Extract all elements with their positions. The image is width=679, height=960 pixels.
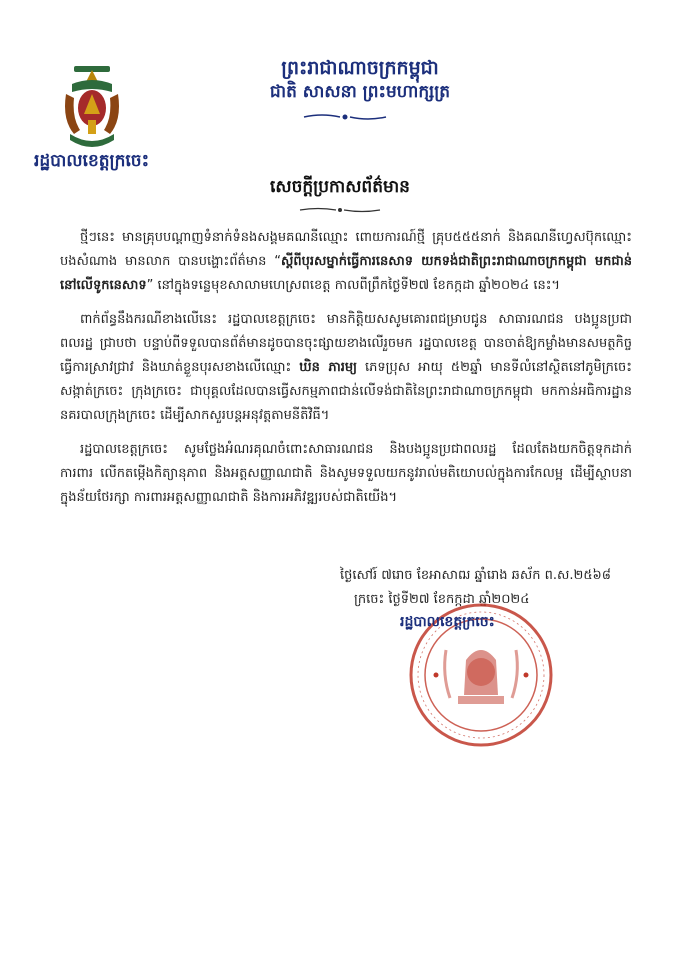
paragraph-1-quote: ស្តីពីបុរសម្នាក់ធ្វើការនេសាទ យកទង់ជាតិព្រះរាជាណាចក្រកម្ពុជា មកជាន់នៅលើទូកនេសាទ <box>60 254 633 293</box>
paragraph-2-start: ពាក់ព័ន្ធនឹងករណីខាងលើនេះ រដ្ឋបាលខេត្តក្រចេះ មានកិត្តិយសសូមគោរពជម្រាបជូន សាធារណជន បងប្អូនប្រជាពលរដ្ឋ ជ្រាបថា បន្ទាប់ពីទទួលបានព័ត៌មានដូចបានចុះផ្សាយខាងលើរួចមក រដ្ឋបាលខេត្ត បានចាត់ឱ្យកម្លាំងមានសមត្ថកិច្ចធ្វើការស្រាវជ្រាវ និងឃាត់ខ្លួនបុរសខាងលើឈ្មោះ <box>60 312 632 375</box>
motto-text: ជាតិ សាសនា ព្រះមហាក្សត្រ <box>269 82 451 102</box>
paragraph-2-name: ឃិន ភារម្យ <box>299 360 357 375</box>
title-divider-icon <box>298 206 382 214</box>
document-title: សេចក្តីប្រកាសព័ត៌មាន <box>270 177 410 197</box>
paragraph-1-end: ” នៅក្នុងទន្លេមុខសាលាមហេស្រពខេត្ត កាលពីព្រឹកថ្ងៃទី២៧ ខែកក្កដា ឆ្នាំ២០២៤ នេះ។ <box>146 278 560 293</box>
paragraph-3: រដ្ឋបាលខេត្តក្រចេះ សូមថ្លែងអំណរគុណចំពោះសាធារណជន និងបងប្អូនប្រជាពលរដ្ឋ ដែលតែងយកចិត្តទុកដាក់ ការពារ លើកតម្កើងកិត្យានុភាព និងអត្តសញ្ញាណជាតិ និងសូមទទួលយកនូវរាល់មតិយោបល់ក្នុងការកែលម្អ ដើម្បីស្ថាបនាក្នុងន័យថែរក្សា ការពារអត្តសញ្ញាណជាតិ និងការអភិវឌ្ឍរបស់ជាតិយើង។ <box>60 442 632 505</box>
royal-arms-emblem-icon <box>60 64 124 150</box>
lunar-date: ថ្ងៃសៅរ៍ ៧រោច ខែអាសាឍ ឆ្នាំរោង ឆស័ក ព.ស.២៥៦៨ <box>340 568 611 583</box>
kingdom-name: ព្រះរាជាណាចក្រកម្ពុជា <box>281 57 439 79</box>
paragraph-1 <box>60 226 632 298</box>
paragraph-2 <box>60 308 632 428</box>
organization-name: រដ្ឋបាលខេត្តក្រចេះ <box>34 151 150 171</box>
ornament-divider-icon <box>302 112 388 122</box>
paragraph-1-start: ថ្មីៗនេះ មានគ្រុបបណ្តាញទំនាក់ទំនងសង្គមគណនីឈ្មោះ ពោយការណ៍ថ្មី គ្រុប៥៥៥នាក់ និងគណនីហ្វេសប៊ុកឈ្មោះ បងសំណាង មានលាក បានបង្ហោះព័ត៌មាន “ <box>60 230 632 269</box>
national-motto <box>240 56 480 104</box>
document-body <box>60 226 632 520</box>
signatory-title: រដ្ឋបាលខេត្តក្រចេះ <box>400 614 495 630</box>
solar-date: ក្រចេះ ថ្ងៃទី២៧ ខែកក្កដា ឆ្នាំ២០២៤ <box>354 592 530 607</box>
paragraph-2-end: ភេទប្រុស អាយុ ៥២ឆ្នាំ មានទីលំនៅស្ថិតនៅភូមិក្រចេះ សង្កាត់ក្រចេះ ក្រុងក្រចេះ ជាបុគ្គលដែលបានធ្វើសកម្មភាពជាន់លើទង់ជាតិនៃព្រះរាជាណាចក្រកម្ពុជា មកកាន់អធិការដ្ឋាននគរបាលក្រុងក្រចេះ ដើម្បីសាកសួរបន្តអនុវត្តតាមនីតិវិធី។ <box>60 360 632 423</box>
